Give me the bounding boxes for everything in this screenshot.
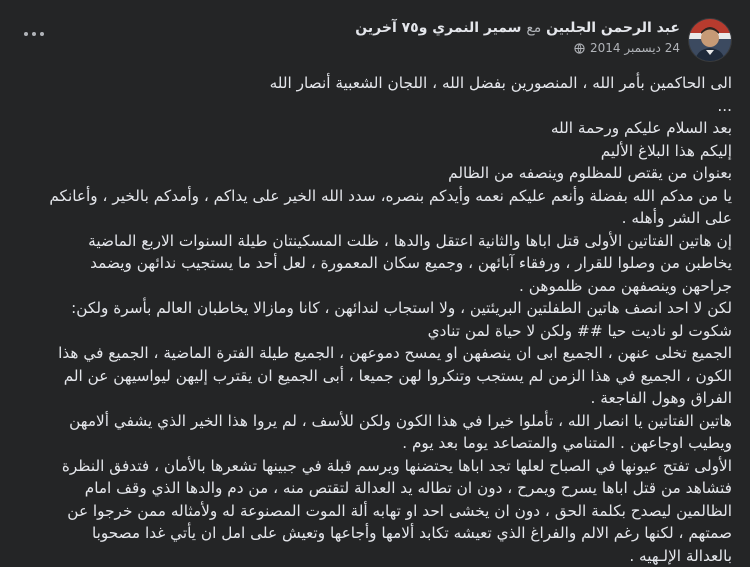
post-text-line: بعد السلام عليكم ورحمة الله [14, 117, 732, 140]
post-text-line: صمتهم ، لكنها رغم الالم والفراغ الذي تعيشه تكابد ألامها وأجاعها وتعيش على امل ان يأتي غدا مصحوبا [14, 522, 732, 545]
tagged-others[interactable]: و٧٥ آخرين [355, 20, 427, 36]
post-text-line: هاتين الفتاتين يا انصار الله ، تأملوا خيرا في هذا الكون ولكن للأسف ، لم يروا هذا الخير الذي يشفي ألامهن [14, 410, 732, 433]
with-word: مع [526, 20, 541, 36]
post-text-line: فتشاهد من قتل اباها يسرح ويمرح ، دون ان تطاله يد العدالة لتقتص منه ، من دم والدها الذي وقف امام [14, 477, 732, 500]
post-text-line: الى الحاكمين بأمر الله ، المنصورين بفضل الله ، اللجان الشعبية أنصار الله [14, 72, 732, 95]
post-meta [355, 20, 680, 55]
post-text-line: الجميع تخلى عنهن ، الجميع ابى ان ينصفهن او يمسح دموعهن ، الجميع طيلة الفترة الماضية ، الجميع في هذا [14, 342, 732, 365]
post-text-line: يخاطبن من وصلوا للقرار ، ورفقاء آبائهن ، وجميع سكان المعمورة ، لعل أحد ما يستجيب ندائهن ويضمد [14, 252, 732, 275]
post-text-line: بعنوان من يقتص للمظلوم وينصفه من الظالم [14, 162, 732, 185]
post-text-line: ... [14, 95, 732, 118]
more-options-icon[interactable] [20, 24, 48, 44]
avatar-photo [689, 19, 731, 61]
post-text-line: إن هاتين الفتاتين الأولى قتل اباها والثانية اعتقل والدها ، ظلت المسكينتان طيلة السنوات الاربع الماضية [14, 230, 732, 253]
post-text-line: إليكم هذا البلاغ الأليم [14, 140, 732, 163]
author-name[interactable]: عبد الرحمن الجلبين [546, 20, 680, 36]
post-text-line: الكون ، الجميع في هذا الزمن لم يستجب وتنكروا لهن جميعا ، أبى الجميع ان يقترب إليهن ليواسيهن عن الم [14, 365, 732, 388]
post-header [20, 18, 732, 62]
post-names [355, 20, 680, 36]
tagged-name[interactable]: سمير النمري [432, 20, 521, 36]
post-text-line: على الشر وأهله . [14, 207, 732, 230]
post-text-line: الظالمين ليصدح بكلمة الحق ، دون ان يخشى احد او تهابه ألة الموت المصنوعة له ولأمثاله ممن خرجوا عن [14, 500, 732, 523]
post-text-line: الأولى تفتح عيونها في الصباح لعلها تجد اباها يحتضنها ويرسم قبلة في جبينها تشعرها بالأمان ، فتدفق النظرة [14, 455, 732, 478]
post-body [14, 72, 732, 567]
post-text-line: جراحهن وينصفهن ممن ظلموهن . [14, 275, 732, 298]
post-text-line: الفراق وهول الفاجعة . [14, 387, 732, 410]
post-text-line: لكن لا احد انصف هاتين الطفلتين البريئتين ، ولا استجاب لندائهن ، كانا ومازالا يخاطبان العالم بأسرة ولكن: [14, 297, 732, 320]
post-date-row [355, 41, 680, 55]
post-text-line: بالعدالة الإلـهيه . [14, 545, 732, 567]
author-avatar[interactable] [688, 18, 732, 62]
post-text-line: ويطيب اوجاعهن . المتنامي والمتصاعد يوما بعد يوم . [14, 432, 732, 455]
post-text-line: شكوت لو ناديت حيا ## ولكن لا حياة لمن تنادي [14, 320, 732, 343]
post-text-line: يا من مدكم الله بفضلة وأنعم عليكم نعمه وأيدكم بنصره، سدد الله الخير على يداكم ، وأمدكم بالخير ، وأعانكم [14, 185, 732, 208]
post-date[interactable]: 24 ديسمبر 2014 [590, 41, 680, 55]
globe-icon [574, 43, 585, 54]
